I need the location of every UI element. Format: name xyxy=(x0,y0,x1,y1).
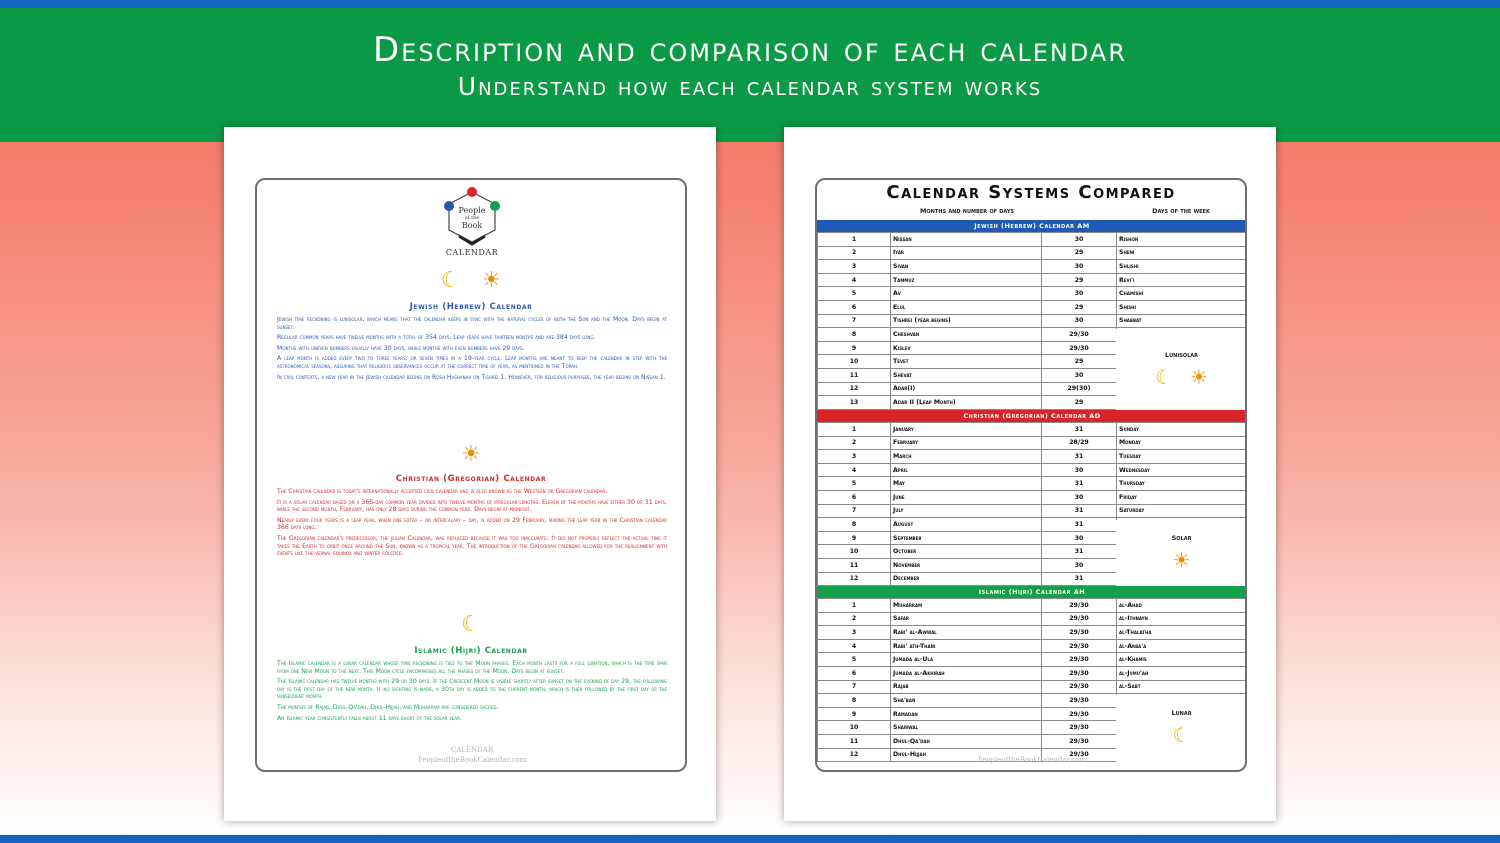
days-count-cell: 29/30 xyxy=(1042,599,1117,613)
month-number-cell: 7 xyxy=(818,680,891,694)
islamic-calendar-text xyxy=(277,660,667,725)
month-name-cell: Dhul-Hijjah xyxy=(891,748,1042,762)
weekday-cell: Sunday xyxy=(1117,423,1248,437)
weekday-cell: Shishi xyxy=(1117,300,1248,314)
bottom-accent-bar xyxy=(0,835,1500,843)
month-number-cell: 5 xyxy=(818,477,891,491)
christian-paragraph: It is a solar calendar based on a 365-day common year divided into twelve months of irregular lengths. Eleven of the months have either 30 or 31 days, while the second month, February, has only 28 days during the common year. Days begin at midnight. xyxy=(277,498,667,514)
days-count-cell: 30 xyxy=(1042,558,1117,572)
jewish-paragraph: A leap month is added every two to three years, or seven times in a 19-year cycle. Leap months are meant to keep the calendar in step with the astronomical seasons, assuring that religious observances occur at the correct time of year, as mentioned in the Torah. xyxy=(277,355,667,370)
month-number-cell: 8 xyxy=(818,518,891,532)
days-count-cell: 30 xyxy=(1042,260,1117,274)
table-row xyxy=(818,273,1248,287)
month-number-cell: 9 xyxy=(818,707,891,721)
solar-label: Solar xyxy=(1171,534,1192,542)
table-row xyxy=(818,490,1248,504)
weekday-cell: al-Jumu'ah xyxy=(1117,666,1248,680)
sun-icon: ☀ xyxy=(461,442,481,467)
weekday-cell: Monday xyxy=(1117,436,1248,450)
month-number-cell: 3 xyxy=(818,450,891,464)
weekday-cell: Saturday xyxy=(1117,504,1248,518)
days-count-cell: 29/30 xyxy=(1042,680,1117,694)
table-row xyxy=(818,314,1248,328)
month-number-cell: 6 xyxy=(818,666,891,680)
jewish-section-header: Jewish (Hebrew) Calendar AM xyxy=(817,220,1247,232)
days-count-cell: 31 xyxy=(1042,477,1117,491)
month-number-cell: 2 xyxy=(818,436,891,450)
weekday-cell: Rishon xyxy=(1117,233,1248,247)
logo-line-4: CALENDAR xyxy=(445,248,499,257)
days-count-cell: 29/30 xyxy=(1042,328,1117,342)
islamic-icons xyxy=(257,612,685,637)
table-row xyxy=(818,233,1248,247)
days-count-cell: 29/30 xyxy=(1042,707,1117,721)
days-count-cell: 29/30 xyxy=(1042,341,1117,355)
watermark-url: PeopleoftheBookCalendar.com xyxy=(977,756,1087,764)
month-number-cell: 11 xyxy=(818,558,891,572)
table-row xyxy=(818,626,1248,640)
month-number-cell: 3 xyxy=(818,626,891,640)
month-name-cell: Nissan xyxy=(891,233,1042,247)
month-number-cell: 3 xyxy=(818,260,891,274)
crescent-moon-icon: ☾ xyxy=(1172,723,1191,747)
days-count-cell: 29/30 xyxy=(1042,666,1117,680)
comparison-frame xyxy=(815,178,1247,772)
christian-paragraph: The Gregorian calendar's predecessor, the Julian Calendar, was replaced because it was too inaccurate. It did not properly reflect the actual time it takes the Earth to orbit once around the Sun, known as a tropical year. The introduction of the Gregorian calendar allowed for the realignment with events like the vernal equinox and winter solstice. xyxy=(277,534,667,558)
days-count-cell: 31 xyxy=(1042,572,1117,586)
solar-cell xyxy=(1116,520,1247,586)
table-row xyxy=(818,423,1248,437)
month-number-cell: 12 xyxy=(818,748,891,762)
days-count-cell: 30 xyxy=(1042,233,1117,247)
christian-calendar-title: Christian (Gregorian) Calendar xyxy=(395,474,547,484)
logo-line-1: People xyxy=(458,206,486,215)
watermark-url: PeopleoftheBookCalendar.com xyxy=(417,756,527,764)
month-name-cell: Ramadan xyxy=(891,707,1042,721)
month-name-cell: January xyxy=(891,423,1042,437)
month-number-cell: 1 xyxy=(818,599,891,613)
month-name-cell: December xyxy=(891,572,1042,586)
days-count-cell: 30 xyxy=(1042,531,1117,545)
days-count-cell: 30 xyxy=(1042,314,1117,328)
month-name-cell: Iyar xyxy=(891,246,1042,260)
month-name-cell: September xyxy=(891,531,1042,545)
table-row xyxy=(818,653,1248,667)
month-number-cell: 7 xyxy=(818,314,891,328)
days-count-cell: 29/30 xyxy=(1042,748,1117,762)
month-number-cell: 2 xyxy=(818,612,891,626)
month-number-cell: 6 xyxy=(818,300,891,314)
comparison-page xyxy=(784,127,1276,821)
watermark-label: CALENDAR xyxy=(450,746,494,754)
month-name-cell: Sivan xyxy=(891,260,1042,274)
christian-paragraph: Nearly every four years is a leap year, when one extra – or intercalary – day, is added on 29 February, making the leap year in the Christian calendar 366 days long. xyxy=(277,516,667,532)
table-row xyxy=(818,612,1248,626)
days-count-cell: 30 xyxy=(1042,287,1117,301)
month-number-cell: 12 xyxy=(818,382,891,396)
jewish-paragraph: Jewish time reckoning is lunisolar, which means that the calendar keeps in sync with the natural cycles of both the Sun and the Moon. Days begin at sunset. xyxy=(277,316,667,331)
month-number-cell: 10 xyxy=(818,721,891,735)
month-name-cell: Rajab xyxy=(891,680,1042,694)
table-row xyxy=(818,639,1248,653)
days-count-cell: 31 xyxy=(1042,545,1117,559)
weekday-cell: Chamishi xyxy=(1117,287,1248,301)
month-number-cell: 8 xyxy=(818,694,891,708)
month-number-cell: 5 xyxy=(818,287,891,301)
days-count-cell: 29/30 xyxy=(1042,734,1117,748)
lunar-cell xyxy=(1116,695,1247,763)
table-row xyxy=(818,666,1248,680)
lunar-icons xyxy=(1116,723,1247,747)
top-accent-bar xyxy=(0,0,1500,8)
month-name-cell: Tevet xyxy=(891,355,1042,369)
month-name-cell: Adar II (Leap Month) xyxy=(891,396,1042,410)
solar-icons xyxy=(1116,548,1247,572)
month-name-cell: April xyxy=(891,463,1042,477)
weekday-cell: al-Khamis xyxy=(1117,653,1248,667)
crescent-moon-icon: ☾ xyxy=(461,612,481,637)
month-number-cell: 6 xyxy=(818,490,891,504)
month-number-cell: 7 xyxy=(818,504,891,518)
table-row xyxy=(818,260,1248,274)
month-number-cell: 2 xyxy=(818,246,891,260)
month-name-cell: Muharram xyxy=(891,599,1042,613)
lunisolar-label: Lunisolar xyxy=(1164,351,1198,359)
month-name-cell: October xyxy=(891,545,1042,559)
table-row xyxy=(818,680,1248,694)
days-count-cell: 29/30 xyxy=(1042,694,1117,708)
month-name-cell: July xyxy=(891,504,1042,518)
days-count-cell: 31 xyxy=(1042,423,1117,437)
month-name-cell: Safar xyxy=(891,612,1042,626)
days-count-cell: 30 xyxy=(1042,463,1117,477)
table-row xyxy=(818,477,1248,491)
christian-section-header: Christian (Gregorian) Calendar AD xyxy=(817,410,1247,422)
month-number-cell: 1 xyxy=(818,423,891,437)
header-banner xyxy=(0,8,1500,142)
weekday-cell: Revi'i xyxy=(1117,273,1248,287)
jewish-paragraph: Months with uneven numbers usually have 30 days, while months with even numbers have 29 days. xyxy=(277,344,525,352)
table-row xyxy=(818,287,1248,301)
islamic-paragraph: The Islamic calendar is a lunar calendar whose time reckoning is tied to the Moon phases. Each month lasts for a full lunation, which is the time span from one New Moon to the next. This Moon cycle encompasses all the phases of the Moon. Days begin at sunset. xyxy=(277,660,667,675)
days-count-cell: 29/30 xyxy=(1042,653,1117,667)
lunar-label: Lunar xyxy=(1171,709,1192,717)
lunisolar-cell xyxy=(1116,329,1247,410)
christian-icons xyxy=(257,442,685,467)
week-column-header: Days of the week xyxy=(1152,207,1210,215)
islamic-section-header: Islamic (Hijri) Calendar AH xyxy=(817,586,1247,598)
sun-icon: ☀ xyxy=(481,268,502,293)
month-number-cell: 4 xyxy=(818,273,891,287)
days-count-cell: 30 xyxy=(1042,368,1117,382)
month-number-cell: 5 xyxy=(818,653,891,667)
month-name-cell: Shevat xyxy=(891,368,1042,382)
weekday-cell: al-Arba'a xyxy=(1117,639,1248,653)
table-row xyxy=(818,599,1248,613)
month-name-cell: Elul xyxy=(891,300,1042,314)
month-name-cell: Cheshvan xyxy=(891,328,1042,342)
days-count-cell: 29 xyxy=(1042,300,1117,314)
islamic-paragraph: The Islamic calendar has twelve months with 29 or 30 days. If the Crescent Moon is visible shortly after sunset on the evening of day 29, the following day is the first day of the new month. If no sighting is made, a 30th day is added to the current month, which is then followed by the first day of the subsequent month. xyxy=(277,678,667,701)
jewish-paragraph: In civil contexts, a new year in the Jewish calendar begins on Rosh Hashanah on Tishrei 1. However, for religious purposes, the year begins on Nissan 1. xyxy=(277,373,666,381)
weekday-cell: Shabbat xyxy=(1117,314,1248,328)
table-row xyxy=(818,300,1248,314)
month-name-cell: Av xyxy=(891,287,1042,301)
sun-icon: ☀ xyxy=(1189,365,1208,389)
month-name-cell: Kislev xyxy=(891,341,1042,355)
month-name-cell: August xyxy=(891,518,1042,532)
banner-subtitle: Understand how each calendar system works xyxy=(457,72,1043,101)
days-count-cell: 29 xyxy=(1042,273,1117,287)
jewish-icons xyxy=(257,268,685,293)
weekday-cell: al-Thalatha xyxy=(1117,626,1248,640)
month-number-cell: 10 xyxy=(818,355,891,369)
lunisolar-icons xyxy=(1116,365,1247,389)
month-number-cell: 4 xyxy=(818,463,891,477)
logo-line-2: of the xyxy=(464,215,480,221)
month-number-cell: 1 xyxy=(818,233,891,247)
table-row xyxy=(818,463,1248,477)
month-name-cell: Jumada al-Akhirah xyxy=(891,666,1042,680)
month-name-cell: February xyxy=(891,436,1042,450)
banner-title: Description and comparison of each calendar xyxy=(372,30,1128,70)
islamic-paragraph: An Islamic year consistently falls about 11 days short of the solar year. xyxy=(277,714,462,722)
jewish-calendar-title: Jewish (Hebrew) Calendar xyxy=(409,302,533,312)
table-row xyxy=(818,246,1248,260)
weekday-cell: Shlishi xyxy=(1117,260,1248,274)
month-number-cell: 11 xyxy=(818,734,891,748)
jewish-paragraph: Regular common years have twelve months with a total of 354 days. Leap years have thirteen months and are 384 days long. xyxy=(277,334,596,342)
weekday-cell: Friday xyxy=(1117,490,1248,504)
month-number-cell: 4 xyxy=(818,639,891,653)
weekday-cell: Thursday xyxy=(1117,477,1248,491)
days-count-cell: 29 xyxy=(1042,246,1117,260)
days-count-cell: 29 xyxy=(1042,355,1117,369)
description-frame xyxy=(255,178,687,772)
days-count-cell: 28/29 xyxy=(1042,436,1117,450)
month-number-cell: 11 xyxy=(818,368,891,382)
days-count-cell: 29 xyxy=(1042,396,1117,410)
month-number-cell: 9 xyxy=(818,531,891,545)
description-page xyxy=(224,127,716,821)
month-name-cell: Tammuz xyxy=(891,273,1042,287)
sun-icon: ☀ xyxy=(1172,548,1191,572)
months-column-header: Months and number of days xyxy=(919,207,1015,215)
islamic-paragraph: The months of Rajab, Dhul-Qa'dah, Dhul-Hijjah, and Muharram are considered sacred. xyxy=(277,703,499,711)
month-name-cell: Adar(I) xyxy=(891,382,1042,396)
weekday-cell: Wednesday xyxy=(1117,463,1248,477)
jewish-calendar-text xyxy=(277,316,667,384)
days-count-cell: 29/30 xyxy=(1042,639,1117,653)
weekday-cell: Sheni xyxy=(1117,246,1248,260)
weekday-cell: al-Ithnayn xyxy=(1117,612,1248,626)
table-row xyxy=(818,436,1248,450)
month-name-cell: June xyxy=(891,490,1042,504)
days-count-cell: 31 xyxy=(1042,450,1117,464)
month-name-cell: March xyxy=(891,450,1042,464)
month-name-cell: Rabi' ath-Thani xyxy=(891,639,1042,653)
month-number-cell: 13 xyxy=(818,396,891,410)
table-row xyxy=(818,504,1248,518)
islamic-calendar-title: Islamic (Hijri) Calendar xyxy=(414,646,528,656)
month-name-cell: Shawwal xyxy=(891,721,1042,735)
month-number-cell: 8 xyxy=(818,328,891,342)
crescent-moon-icon: ☾ xyxy=(440,268,461,293)
month-number-cell: 10 xyxy=(818,545,891,559)
month-name-cell: Sha'ban xyxy=(891,694,1042,708)
month-name-cell: Tishrei (year begins) xyxy=(891,314,1042,328)
month-name-cell: Rabi' al-Awwal xyxy=(891,626,1042,640)
christian-calendar-text xyxy=(277,488,667,561)
logo-line-3: Book xyxy=(461,221,483,230)
crescent-moon-icon: ☾ xyxy=(1155,365,1174,389)
days-count-cell: 30 xyxy=(1042,490,1117,504)
table-row xyxy=(818,450,1248,464)
comparison-title: Calendar Systems Compared xyxy=(886,182,1176,203)
month-name-cell: May xyxy=(891,477,1042,491)
weekday-cell: al-Ahad xyxy=(1117,599,1248,613)
month-number-cell: 9 xyxy=(818,341,891,355)
christian-paragraph: The Christian calendar is today's internationally accepted civil calendar and is also known as the Western or Gregorian calendar. xyxy=(277,488,608,495)
month-name-cell: Dhul-Qa'dah xyxy=(891,734,1042,748)
days-count-cell: 31 xyxy=(1042,518,1117,532)
month-name-cell: Jumada al-Ula xyxy=(891,653,1042,667)
days-count-cell: 29/30 xyxy=(1042,612,1117,626)
weekday-cell: Tuesday xyxy=(1117,450,1248,464)
days-count-cell: 29/30 xyxy=(1042,626,1117,640)
month-name-cell: November xyxy=(891,558,1042,572)
days-count-cell: 31 xyxy=(1042,504,1117,518)
weekday-cell: al-Sabt xyxy=(1117,680,1248,694)
people-of-the-book-logo xyxy=(437,186,507,258)
days-count-cell: 29/30 xyxy=(1042,721,1117,735)
month-number-cell: 12 xyxy=(818,572,891,586)
days-count-cell: 29(30) xyxy=(1042,382,1117,396)
